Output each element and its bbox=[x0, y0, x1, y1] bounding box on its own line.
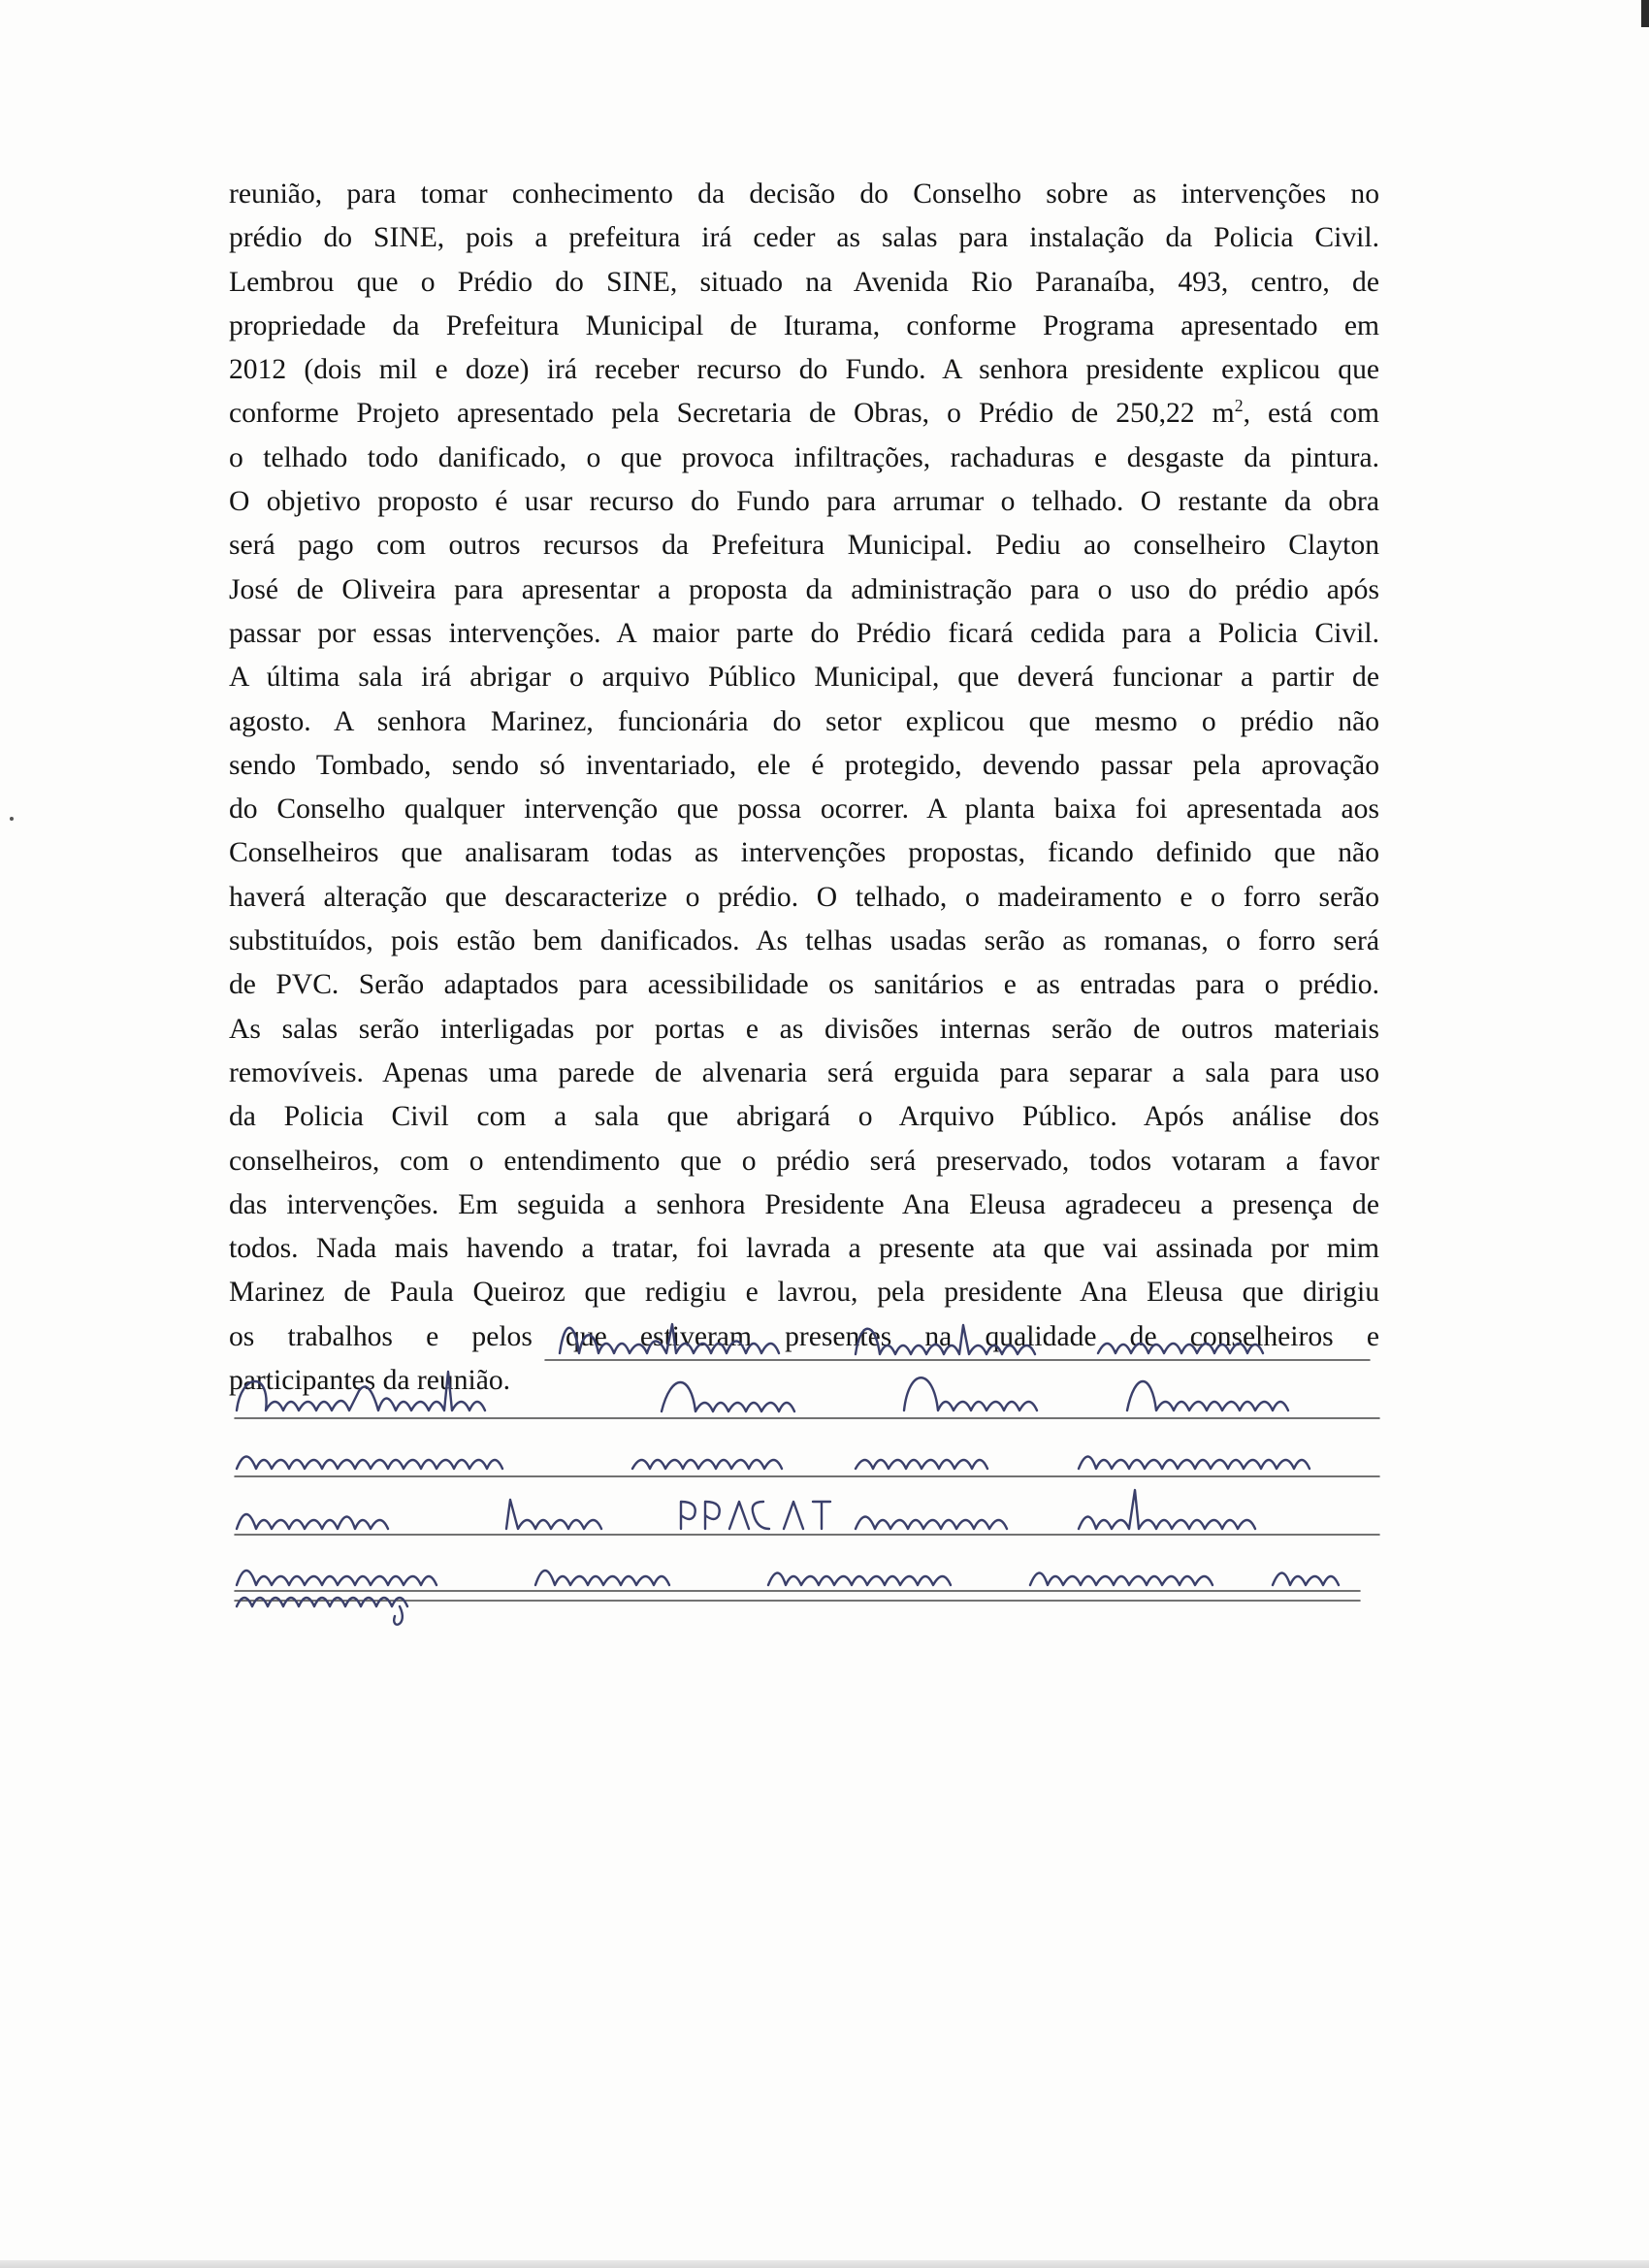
text-line: todos. Nada mais havendo a tratar, foi lavrada a presente ata que vai assinada por mim bbox=[229, 1233, 1379, 1265]
text-line: será pago com outros recursos da Prefeitura Municipal. Pediu ao conselheiro Clayton bbox=[229, 530, 1379, 562]
text-line: As salas serão interligadas por portas e as divisões internas serão de outros materiais bbox=[229, 1013, 1379, 1045]
text-line: José de Oliveira para apresentar a proposta da administração para o uso do prédio após bbox=[229, 573, 1379, 605]
text-line-area bbox=[229, 392, 1379, 436]
text-line: removíveis. Apenas uma parede de alvenaria será erguida para separar a sala para uso bbox=[229, 1056, 1379, 1088]
text-line: substituídos, pois estão bem danificados. As telhas usadas serão as romanas, o forro será bbox=[229, 925, 1379, 957]
text-line: o telhado todo danificado, o que provoca infiltrações, rachaduras e desgaste da pintura. bbox=[229, 441, 1379, 473]
minutes-paragraph bbox=[229, 173, 1379, 1403]
text-line: de PVC. Serão adaptados para acessibilidade os sanitários e as entradas para o prédio. bbox=[229, 969, 1379, 1001]
area-superscript: 2 bbox=[1234, 396, 1244, 416]
text-line: O objetivo proposto é usar recurso do Fundo para arrumar o telhado. O restante da obra bbox=[229, 486, 1379, 518]
text-line: das intervenções. Em seguida a senhora Presidente Ana Eleusa agradeceu a presença de bbox=[229, 1188, 1379, 1220]
text-line: Lembrou que o Prédio do SINE, situado na Avenida Rio Paranaíba, 493, centro, de bbox=[229, 266, 1379, 298]
text-line: haverá alteração que descaracterize o prédio. O telhado, o madeiramento e o forro serão bbox=[229, 881, 1379, 913]
area-suffix: , está com bbox=[1243, 398, 1380, 430]
text-line: sendo Tombado, sendo só inventariado, ele é protegido, devendo passar pela aprovação bbox=[229, 749, 1379, 781]
text-line: do Conselho qualquer intervenção que possa ocorrer. A planta baixa foi apresentada aos bbox=[229, 794, 1379, 826]
text-line: conselheiros, com o entendimento que o prédio será preservado, todos votaram a favor bbox=[229, 1145, 1379, 1177]
text-line: reunião, para tomar conhecimento da decisão do Conselho sobre as intervenções no bbox=[229, 178, 1379, 210]
text-line: os trabalhos e pelos que estiveram presentes na qualidade de conselheiros e bbox=[229, 1320, 1379, 1352]
text-line: 2012 (dois mil e doze) irá receber recurso do Fundo. A senhora presidente explicou que bbox=[229, 354, 1379, 386]
text-line: propriedade da Prefeitura Municipal de Iturama, conforme Programa apresentado em bbox=[229, 309, 1379, 341]
text-line: agosto. A senhora Marinez, funcionária do setor explicou que mesmo o prédio não bbox=[229, 705, 1379, 737]
scan-border-mark bbox=[1641, 0, 1649, 27]
text-line: participantes da reunião. bbox=[229, 1365, 511, 1397]
handwritten-signatures bbox=[225, 1310, 1438, 1630]
text-line: Conselheiros que analisaram todas as intervenções propostas, ficando definido que não bbox=[229, 837, 1379, 869]
text-line: A última sala irá abrigar o arquivo Público Municipal, que deverá funcionar a partir de bbox=[229, 662, 1379, 694]
text-line: Marinez de Paula Queiroz que redigiu e lavrou, pela presidente Ana Eleusa que dirigiu bbox=[229, 1277, 1379, 1309]
text-line: da Policia Civil com a sala que abrigará o Arquivo Público. Após análise dos bbox=[229, 1101, 1379, 1133]
scan-speck bbox=[10, 817, 14, 821]
text-line: passar por essas intervenções. A maior parte do Prédio ficará cedida para a Policia Civil. bbox=[229, 617, 1379, 649]
area-text: conforme Projeto apresentado pela Secretaria de Obras, o Prédio de 250,22 m bbox=[229, 398, 1235, 430]
signatures-block bbox=[225, 1310, 1438, 1630]
scan-bottom-edge bbox=[0, 2260, 1649, 2268]
text-line: prédio do SINE, pois a prefeitura irá ceder as salas para instalação da Policia Civil. bbox=[229, 222, 1379, 254]
